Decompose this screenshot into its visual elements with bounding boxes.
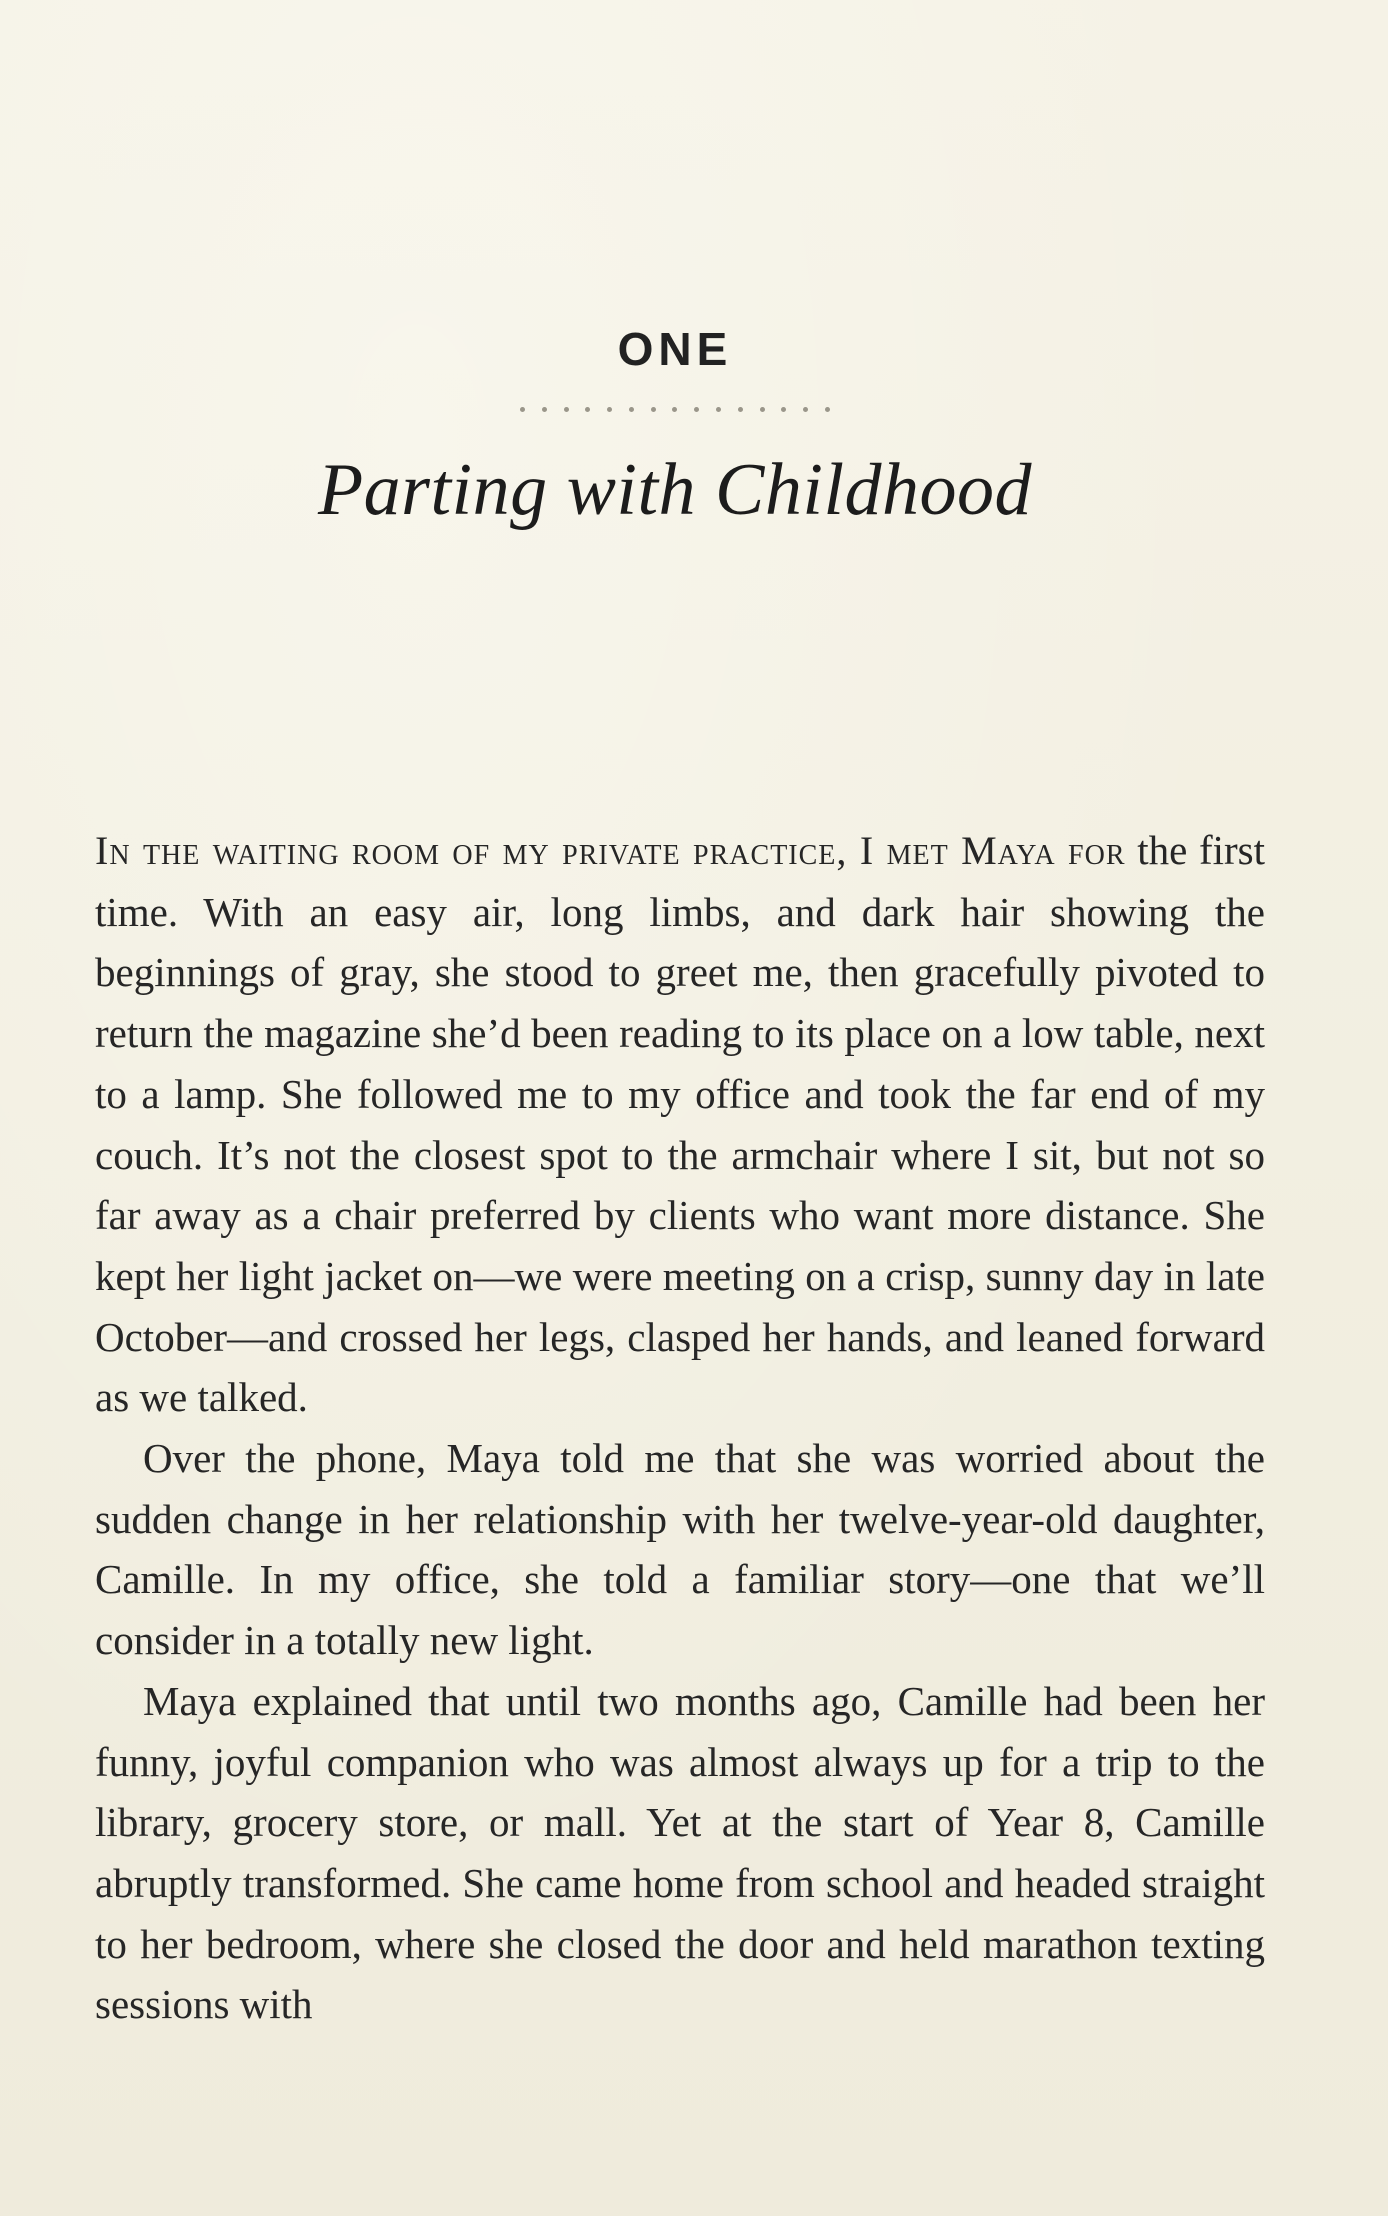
chapter-ornament [520,407,830,412]
paragraph-3: Maya explained that until two months ago, Camille had been her funny, joyful companion who was almost always up for a trip to the library, grocery store, or mall. Yet at the start of Year 8, Camille abruptly transformed. She came home from school and headed straight to her bedroom, where she closed the door and held marathon texting sessions with [95,1677,1265,2028]
lead-in: In the waiting room of my private practice, I met Maya for [95,828,1126,873]
paragraph-1 [95,820,1265,1428]
body-text [95,820,1265,2035]
paragraph-1-text: the first time. With an easy air, long limbs, and dark hair showing the beginnings of gray, she stood to greet me, then gracefully pivoted to return the magazine she’d been reading to its place on a low table, next to a lamp. She followed me to my office and took the far end of my couch. It’s not the closest spot to the armchair where I sit, but not so far away as a chair preferred by clients who want more distance. She kept her light jacket on—we were meeting on a crisp, sunny day in late October—and crossed her legs, clasped her hands, and leaned forward as we talked. [95,827,1265,1421]
paragraph-2: Over the phone, Maya told me that she was worried about the sudden change in her relationship with her twelve-year-old daughter, Camille. In my office, she told a familiar story—one that we’ll consider in a totally new light. [95,1435,1265,1664]
chapter-number: ONE [617,323,733,375]
chapter-title: Parting with Childhood [317,449,1033,531]
